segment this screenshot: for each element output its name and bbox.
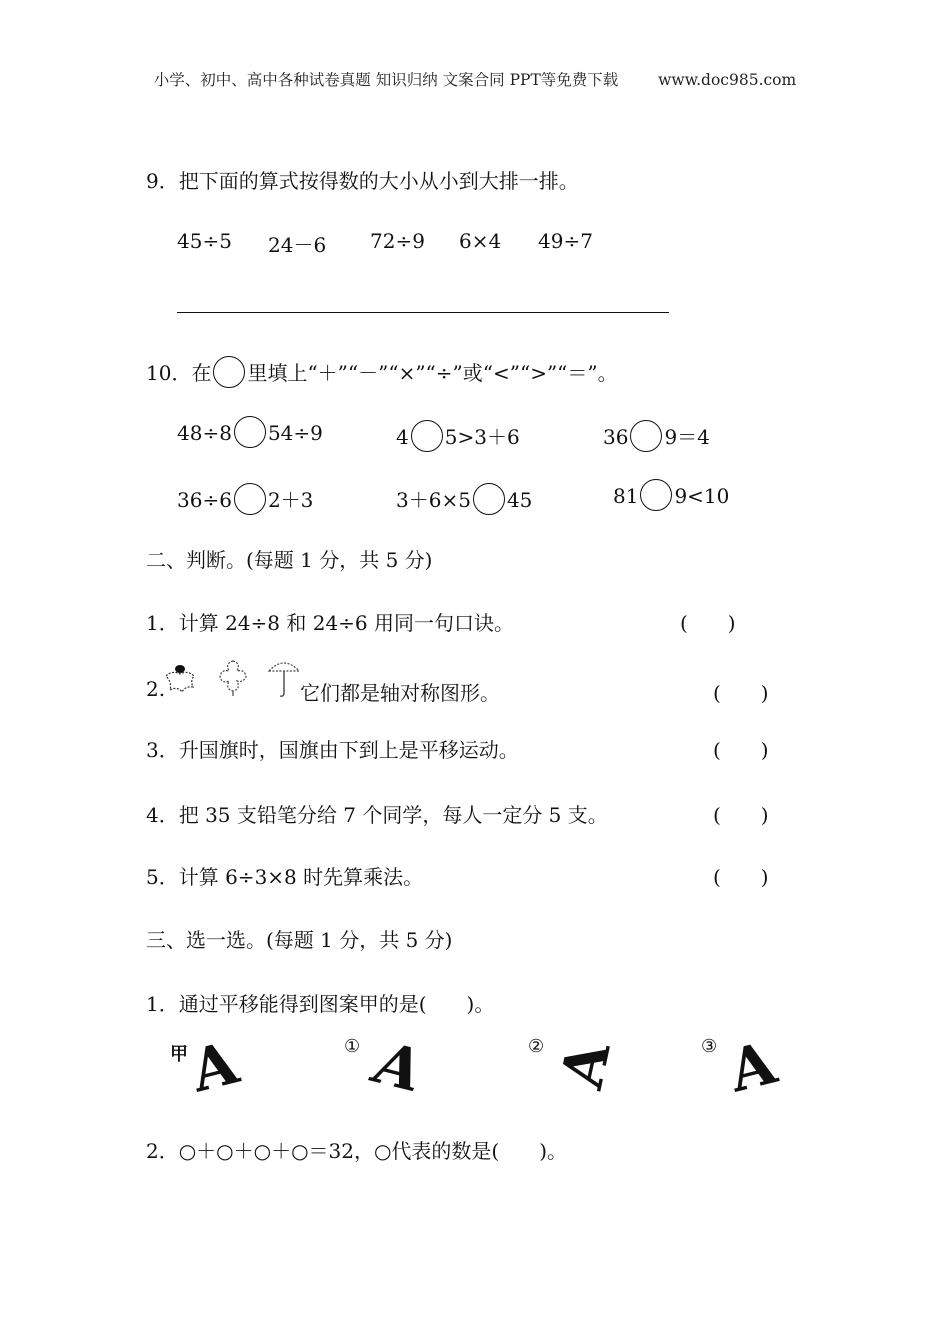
option-1-label[interactable]: ① — [344, 1036, 361, 1057]
judge-answer-1[interactable]: ( ) — [680, 611, 736, 635]
judge-answer-5[interactable]: ( ) — [713, 865, 769, 889]
q10-item-3-left: 36 — [603, 425, 629, 449]
q10-item-6-circle[interactable] — [640, 479, 672, 511]
q10-prompt-a: 10．在 — [146, 361, 212, 385]
q10-item-2-left: 4 — [396, 425, 409, 449]
q10-item-1 — [177, 421, 323, 448]
umbrella-figure-icon — [266, 655, 302, 699]
q10-item-4-right: 2＋3 — [267, 488, 314, 512]
q9-prompt: 9．把下面的算式按得数的大小从小到大排一排。 — [146, 169, 579, 193]
q10-item-5-right: 45 — [506, 488, 533, 512]
q10-item-3 — [603, 421, 710, 452]
q10-item-1-left: 48÷8 — [177, 421, 232, 445]
q10-item-4-left: 36÷6 — [177, 488, 232, 512]
q9-expr-2: 24－6 — [268, 233, 327, 257]
judge-answer-4[interactable]: ( ) — [713, 803, 769, 827]
q9-expr-5: 49÷7 — [538, 229, 593, 253]
choice-q2: 2．○＋○＋○＋○＝32，○代表的数是( )。 — [146, 1139, 568, 1163]
pattern-jia-label: 甲 — [170, 1044, 188, 1065]
q10-item-6-left: 81 — [613, 484, 639, 508]
q10-item-6 — [613, 484, 729, 511]
q10-item-4 — [177, 484, 313, 515]
q10-item-5 — [396, 484, 532, 515]
judge-item-3: 3．升国旗时，国旗由下到上是平移运动。 — [146, 738, 519, 762]
q10-prompt-b: 里填上“＋”“－”“×”“÷”或“<”“>”“＝”。 — [247, 361, 618, 385]
q9-answer-line[interactable] — [177, 312, 669, 313]
option-2-letter[interactable]: A — [547, 1035, 624, 1095]
header-url-link[interactable]: www.doc985.com — [658, 71, 797, 89]
judge-answer-3[interactable]: ( ) — [713, 738, 769, 762]
judge-item-2-number: 2. — [146, 677, 166, 701]
q10-item-2-right: 5>3＋6 — [444, 425, 520, 449]
judge-item-4: 4．把 35 支铅笔分给 7 个同学，每人一定分 5 支。 — [146, 803, 608, 827]
q10-item-6-right: 9<10 — [674, 484, 730, 508]
option-1-letter[interactable]: A — [362, 1030, 435, 1104]
section2-title: 二、判断。(每题 1 分，共 5 分) — [146, 548, 433, 572]
q10-item-3-circle[interactable] — [630, 420, 662, 452]
section3-title: 三、选一选。(每题 1 分，共 5 分) — [146, 928, 453, 952]
q10-item-4-circle[interactable] — [234, 483, 266, 515]
q10-item-5-circle[interactable] — [473, 483, 505, 515]
q10-item-5-left: 3＋6×5 — [396, 488, 471, 512]
clover-figure-icon — [213, 657, 253, 697]
judge-item-1: 1．计算 24÷8 和 24÷6 用同一句口诀。 — [146, 611, 515, 635]
q10-item-2-circle[interactable] — [411, 420, 443, 452]
option-3-letter[interactable]: A — [722, 1028, 783, 1106]
q9-expr-3: 72÷9 — [370, 229, 425, 253]
q10-item-3-right: 9＝4 — [664, 425, 710, 449]
option-3-label[interactable]: ③ — [701, 1036, 718, 1057]
choice-q1: 1．通过平移能得到图案甲的是( )。 — [146, 992, 495, 1016]
q10-item-2 — [396, 421, 520, 452]
judge-item-5: 5．计算 6÷3×8 时先算乘法。 — [146, 865, 424, 889]
option-2-label[interactable]: ② — [528, 1036, 545, 1057]
q10-item-1-right: 54÷9 — [267, 421, 323, 445]
page-header — [0, 68, 950, 90]
q9-expr-4: 6×4 — [459, 229, 502, 253]
pattern-jia-letter: A — [184, 1028, 245, 1106]
q10-item-1-circle[interactable] — [234, 416, 266, 448]
header-left-text: 小学、初中、高中各种试卷真题 知识归纳 文案合同 PPT等免费下载 — [153, 71, 619, 89]
judge-item-2-text: 它们都是轴对称图形。 — [300, 681, 500, 705]
judge-answer-2[interactable]: ( ) — [713, 681, 769, 705]
answer-circle — [213, 356, 245, 388]
q9-expr-1: 45÷5 — [177, 229, 232, 253]
flower-figure-icon — [160, 662, 200, 696]
q10-prompt — [146, 357, 618, 388]
